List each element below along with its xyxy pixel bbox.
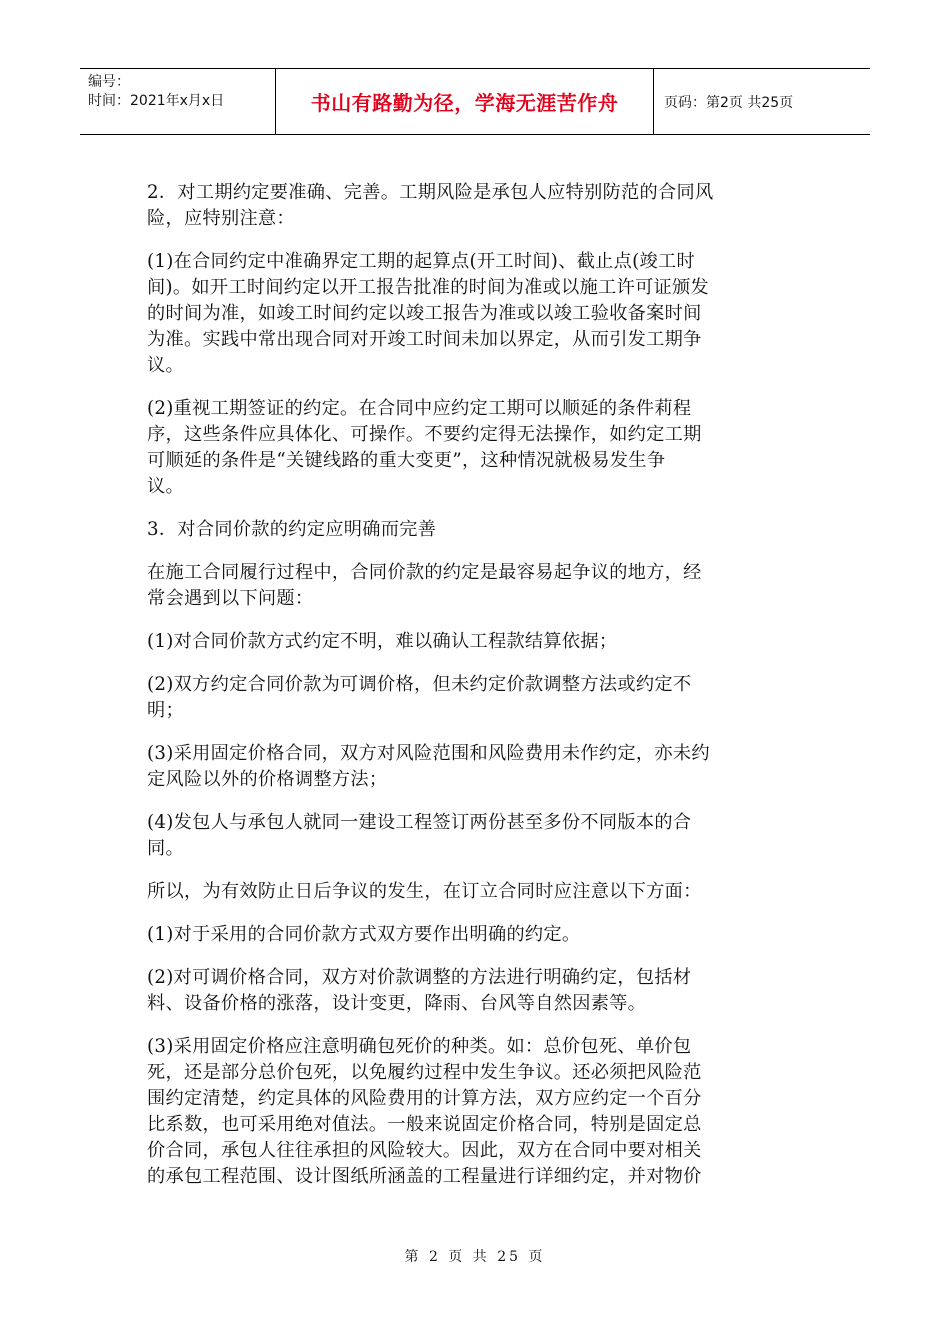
paragraph-line: 间)。如开工时间约定以开工报告批准的时间为准或以施工许可证颁发: [147, 277, 710, 298]
page-header: [80, 68, 870, 135]
paragraph: [147, 560, 807, 612]
paragraph: [147, 672, 807, 724]
paragraph-line: 议。: [147, 355, 184, 376]
paragraph-line: 价合同，承包人往往承担的风险较大。因此，双方在合同中要对相关: [147, 1140, 702, 1161]
paragraph-line: (3)采用固定价格合同，双方对风险范围和风险费用未作约定，亦未约: [147, 743, 710, 764]
paragraph: [147, 629, 807, 655]
paragraph-line: (2)对可调价格合同，双方对价款调整的方法进行明确约定，包括材: [147, 967, 692, 988]
paragraph: [147, 741, 807, 793]
paragraph-line: 的时间为准，如竣工时间约定以竣工报告为准或以竣工验收备案时间: [147, 303, 702, 324]
paragraph-line: (2)重视工期签证的约定。在合同中应约定工期可以顺延的条件莉程: [147, 398, 692, 419]
paragraph-line: 险，应特别注意：: [147, 208, 295, 229]
paragraph-line: 序，这些条件应具体化、可操作。不要约定得无法操作，如约定工期: [147, 424, 702, 445]
paragraph-line: 同。: [147, 838, 184, 859]
paragraph-line: 可顺延的条件是“关键线路的重大变更”，这种情况就极易发生争: [147, 450, 666, 471]
paragraph-line: (1)在合同约定中准确界定工期的起算点(开工时间)、截止点(竣工时: [147, 251, 696, 272]
paragraph: [147, 810, 807, 862]
paragraph-line: (4)发包人与承包人就同一建设工程签订两份甚至多份不同版本的合: [147, 812, 692, 833]
paragraph-line: 在施工合同履行过程中，合同价款的约定是最容易起争议的地方，经: [147, 562, 702, 583]
paragraph: [147, 1034, 807, 1190]
header-meta: [80, 69, 276, 134]
paragraph: [147, 879, 807, 905]
header-page-info: 页码：第2页 共25页: [664, 94, 794, 111]
paragraph: [147, 180, 807, 232]
paragraph-line: 明；: [147, 700, 184, 721]
paragraph: [147, 965, 807, 1017]
paragraph-line: 议。: [147, 476, 184, 497]
header-motto: 书山有路勤为径，学海无涯苦作舟: [276, 69, 654, 134]
paragraph-line: (1)对合同价款方式约定不明，难以确认工程款结算依据；: [147, 631, 618, 652]
paragraph: [147, 517, 807, 543]
document-body: [147, 180, 807, 1207]
paragraph-line: 比系数，也可采用绝对值法。一般来说固定价格合同，特别是固定总: [147, 1114, 702, 1135]
paragraph-line: (2)双方约定合同价款为可调价格，但未约定价款调整方法或约定不: [147, 674, 692, 695]
paragraph: [147, 249, 807, 379]
paragraph-line: 常会遇到以下问题：: [147, 588, 314, 609]
paragraph-line: 料、设备价格的涨落，设计变更，降雨、台风等自然因素等。: [147, 993, 647, 1014]
page-footer: 第 2 页 共 25 页: [404, 1249, 546, 1265]
paragraph-line: 围约定清楚，约定具体的风险费用的计算方法，双方应约定一个百分: [147, 1088, 702, 1109]
paragraph-line: (3)采用固定价格应注意明确包死价的种类。如：总价包死、单价包: [147, 1036, 692, 1057]
paragraph-line: 死，还是部分总价包死，以免履约过程中发生争议。还必须把风险范: [147, 1062, 702, 1083]
paragraph: [147, 922, 807, 948]
document-number-label: 编号：: [88, 74, 130, 90]
paragraph-line: 定风险以外的价格调整方法；: [147, 769, 388, 790]
paragraph-line: 为准。实践中常出现合同对开竣工时间未加以界定，从而引发工期争: [147, 329, 702, 350]
paragraph: [147, 396, 807, 500]
paragraph-line: 3．对合同价款的约定应明确而完善: [147, 519, 437, 540]
paragraph-line: 的承包工程范围、设计图纸所涵盖的工程量进行详细约定，并对物价: [147, 1166, 702, 1187]
document-time-label: 时间：2021年x月x日: [88, 93, 225, 109]
paragraph-line: 2．对工期约定要准确、完善。工期风险是承包人应特别防范的合同风: [147, 182, 714, 203]
paragraph-line: (1)对于采用的合同价款方式双方要作出明确的约定。: [147, 924, 581, 945]
paragraph-line: 所以，为有效防止日后争议的发生，在订立合同时应注意以下方面：: [147, 881, 702, 902]
